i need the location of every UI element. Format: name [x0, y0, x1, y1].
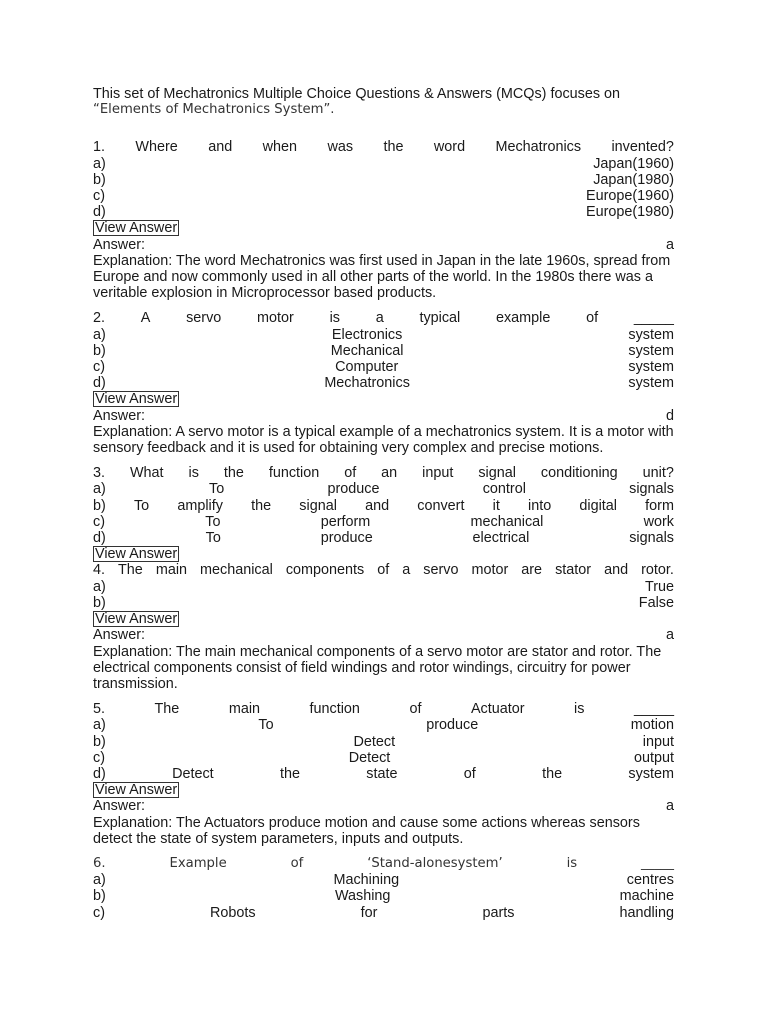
stem-word: when: [262, 139, 298, 156]
stem-word: typical: [419, 310, 461, 327]
option-row: [93, 717, 674, 733]
stem-word: The: [154, 701, 180, 718]
option-word: signals: [629, 481, 674, 498]
option-word: Detect: [348, 749, 391, 766]
stem-word: motor: [471, 562, 509, 579]
option-word: False: [638, 594, 674, 611]
stem-word: is: [566, 855, 578, 871]
option-word: True: [644, 578, 674, 595]
option-row: [93, 188, 674, 204]
option-word: To: [205, 530, 221, 547]
option-letter: b): [93, 171, 106, 188]
stem-word: invented?: [611, 139, 674, 156]
option-row: [93, 156, 674, 172]
option-word: amplify: [177, 497, 223, 514]
option-word: digital: [579, 497, 617, 514]
option-word: Computer: [335, 359, 399, 376]
question-6: [93, 856, 674, 921]
option-word: the: [542, 765, 563, 782]
intro-line-2: “Elements of Mechatronics System”.: [93, 102, 335, 118]
option-word: and: [365, 497, 390, 514]
option-letter: c): [93, 513, 105, 530]
stem-word: function: [268, 465, 320, 482]
option-letter: b): [93, 342, 106, 359]
option-word: into: [528, 497, 552, 514]
option-word: produce: [327, 481, 380, 498]
stem-word: servo: [423, 562, 459, 579]
stem-word: What: [129, 465, 164, 482]
option-row: [93, 734, 674, 750]
stem-word: of: [344, 465, 357, 482]
stem-word: Actuator: [470, 701, 525, 718]
option-word: Mechatronics: [324, 375, 410, 392]
option-word: system: [628, 326, 674, 343]
stem-word: _____: [641, 855, 674, 871]
option-row: [93, 888, 674, 904]
stem-word: is: [188, 465, 199, 482]
explanation: Explanation: The Actuators produce motion and cause some actions whereas sensors detect the state of system parameters, inputs and outputs.: [93, 814, 640, 847]
option-letter: d): [93, 765, 106, 782]
option-word: electrical: [472, 530, 530, 547]
stem-word: Where: [135, 139, 178, 156]
stem-word: function: [309, 701, 360, 718]
option-row: [93, 579, 674, 595]
option-letter: c): [93, 904, 105, 921]
view-answer-button[interactable]: View Answer: [95, 220, 178, 237]
option-letter: b): [93, 733, 106, 750]
answer-label: Answer:: [93, 407, 145, 424]
option-word: system: [628, 359, 674, 376]
stem-word: stator: [555, 562, 592, 579]
option-letter: b): [93, 888, 106, 905]
option-word: Detect: [172, 765, 214, 782]
stem-word: are: [521, 562, 543, 579]
option-letter: a): [93, 481, 106, 498]
option-list: [93, 579, 674, 611]
answer-value: d: [665, 407, 674, 424]
option-row: [93, 766, 674, 782]
stem-word: 4.: [93, 562, 106, 579]
answer-line: [93, 798, 674, 814]
option-word: motion: [630, 717, 674, 734]
intro-paragraph: [93, 86, 674, 118]
explanation: Explanation: The main mechanical components of a servo motor are stator and rotor. The electrical components consist of field windings and rotor windings, circuitry for power transmission.: [93, 643, 662, 692]
stem-word: 3.: [93, 465, 106, 482]
option-row: [93, 905, 674, 921]
stem-word: signal: [478, 465, 516, 482]
option-word: Robots: [210, 904, 256, 921]
stem-word: the: [223, 465, 244, 482]
answer-line: [93, 408, 674, 424]
option-word: To: [133, 497, 150, 514]
stem-word: is: [574, 701, 585, 718]
stem-word: _____: [633, 701, 674, 718]
option-letter: a): [93, 578, 106, 595]
option-word: form: [645, 497, 674, 514]
stem-word: of: [586, 310, 599, 327]
option-word: input: [642, 733, 674, 750]
stem-word: and: [208, 139, 233, 156]
option-word: Japan(1980): [593, 171, 674, 188]
explanation: Explanation: The word Mechatronics was first used in Japan in the late 1960s, spread from Europe and now commonly used in all other parts of the world. In the 1980s there was a veritable explosion in Microprocessor based products.: [93, 252, 671, 302]
option-word: Europe(1960): [585, 188, 674, 205]
option-word: of: [463, 765, 476, 782]
answer-value: a: [665, 236, 674, 253]
option-letter: a): [93, 872, 106, 889]
option-row: [93, 343, 674, 359]
option-word: the: [251, 497, 272, 514]
option-row: [93, 204, 674, 220]
option-word: Japan(1960): [593, 155, 674, 172]
stem-word: _____: [633, 310, 674, 327]
answer-label: Answer:: [93, 627, 145, 644]
option-word: produce: [426, 717, 479, 734]
option-word: Washing: [334, 888, 391, 905]
stem-word: and: [604, 562, 629, 579]
question-stem: [93, 139, 674, 155]
question-stem: [93, 310, 674, 326]
option-word: work: [643, 513, 674, 530]
stem-word: The: [118, 562, 143, 579]
option-row: [93, 750, 674, 766]
option-word: control: [482, 481, 526, 498]
answer-label: Answer:: [93, 798, 145, 815]
option-word: produce: [320, 530, 373, 547]
stem-word: main: [228, 701, 261, 718]
stem-word: was: [327, 139, 354, 156]
option-word: signals: [629, 530, 674, 547]
option-letter: a): [93, 155, 106, 172]
answer-line: [93, 627, 674, 643]
option-list: [93, 327, 674, 392]
option-word: To: [258, 717, 274, 734]
option-word: parts: [482, 904, 515, 921]
option-word: the: [279, 765, 300, 782]
stem-word: conditioning: [540, 465, 618, 482]
stem-word: mechanical: [200, 562, 273, 579]
option-row: [93, 514, 674, 530]
answer-value: a: [665, 627, 674, 644]
option-letter: c): [93, 749, 105, 766]
option-word: Machining: [333, 872, 400, 889]
view-answer-button[interactable]: View Answer: [95, 391, 178, 408]
option-word: To: [205, 513, 221, 530]
question-stem: [93, 465, 674, 481]
option-row: [93, 327, 674, 343]
option-word: Detect: [353, 733, 396, 750]
stem-word: a: [375, 310, 384, 327]
option-letter: a): [93, 326, 106, 343]
stem-word: components: [285, 562, 365, 579]
question-2: [93, 310, 674, 456]
stem-word: of: [377, 562, 390, 579]
stem-word: 5.: [93, 701, 106, 718]
stem-word: ‘Stand-alonesystem’: [367, 855, 503, 871]
answer-line: [93, 237, 674, 253]
option-letter: d): [93, 530, 106, 547]
option-word: state: [366, 765, 398, 782]
option-word: convert: [417, 497, 465, 514]
stem-word: Example: [169, 855, 227, 871]
stem-word: A: [140, 310, 151, 327]
stem-word: Mechatronics: [495, 139, 582, 156]
option-list: [93, 481, 674, 546]
view-answer-button[interactable]: View Answer: [95, 611, 178, 628]
stem-word: of: [290, 855, 304, 871]
answer-label: Answer:: [93, 236, 145, 253]
option-row: [93, 172, 674, 188]
stem-word: the: [383, 139, 404, 156]
option-word: centres: [626, 872, 674, 889]
option-letter: b): [93, 594, 106, 611]
option-row: [93, 595, 674, 611]
option-word: Europe(1980): [585, 204, 674, 221]
question-stem: [93, 856, 674, 872]
option-word: system: [628, 375, 674, 392]
option-list: [93, 872, 674, 921]
stem-word: rotor.: [641, 562, 674, 579]
option-row: [93, 359, 674, 375]
option-row: [93, 530, 674, 546]
option-word: handling: [619, 904, 674, 921]
option-word: system: [628, 765, 674, 782]
stem-word: input: [422, 465, 454, 482]
option-word: signal: [299, 497, 337, 514]
stem-word: 1.: [93, 139, 106, 156]
option-letter: d): [93, 204, 106, 221]
question-3: [93, 465, 674, 562]
stem-word: is: [329, 310, 340, 327]
option-row: [93, 375, 674, 391]
question-stem: [93, 701, 674, 717]
question-5: [93, 701, 674, 847]
stem-word: a: [402, 562, 411, 579]
intro-line-1: This set of Mechatronics Multiple Choice Questions & Answers (MCQs) focuses on: [93, 86, 621, 102]
stem-word: an: [381, 465, 398, 482]
option-word: for: [360, 904, 378, 921]
option-word: mechanical: [470, 513, 544, 530]
document-body: [93, 86, 674, 930]
stem-word: example: [495, 310, 551, 327]
option-word: Mechanical: [330, 342, 404, 359]
option-list: [93, 717, 674, 782]
view-answer-button[interactable]: View Answer: [95, 546, 178, 563]
stem-word: of: [409, 701, 422, 718]
option-list: [93, 156, 674, 221]
stem-word: 6.: [93, 855, 106, 871]
option-letter: c): [93, 188, 105, 205]
stem-word: word: [433, 139, 466, 156]
question-1: [93, 139, 674, 301]
question-4: [93, 562, 674, 692]
question-stem: [93, 562, 674, 578]
view-answer-button[interactable]: View Answer: [95, 782, 178, 799]
option-row: [93, 481, 674, 497]
stem-word: servo: [186, 310, 222, 327]
option-word: system: [628, 342, 674, 359]
stem-word: main: [155, 562, 188, 579]
answer-value: a: [665, 798, 674, 815]
option-row: [93, 872, 674, 888]
option-word: machine: [619, 888, 674, 905]
stem-word: motor: [257, 310, 294, 327]
option-letter: c): [93, 359, 105, 376]
option-word: Electronics: [331, 326, 403, 343]
option-letter: a): [93, 717, 106, 734]
stem-word: unit?: [642, 465, 674, 482]
option-row: [93, 498, 674, 514]
explanation: Explanation: A servo motor is a typical example of a mechatronics system. It is a motor with sensory feedback and it is used for obtaining very complex and precise motions.: [93, 423, 674, 457]
option-word: it: [492, 497, 500, 514]
option-word: To: [209, 481, 225, 498]
option-word: output: [633, 749, 674, 766]
stem-word: 2.: [93, 310, 106, 327]
option-letter: d): [93, 375, 106, 392]
option-letter: b): [93, 497, 106, 514]
option-word: perform: [320, 513, 371, 530]
